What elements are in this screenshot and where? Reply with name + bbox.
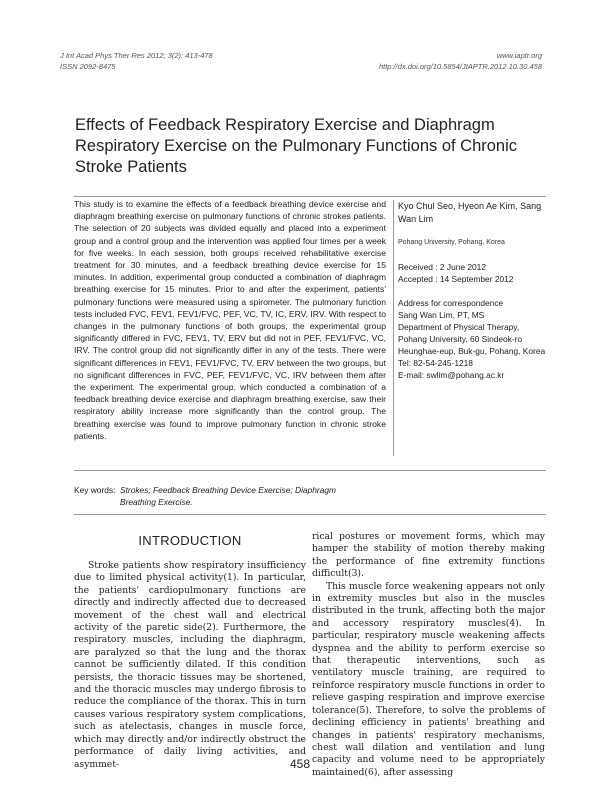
authors: Kyo Chul Seo, Hyeon Ae Kim, Sang Wan Lim <box>398 201 542 224</box>
journal-citation: J Int Acad Phys Ther Res 2012; 3(2): 413-478 <box>60 51 213 60</box>
abstract: This study is to examine the effects of a feedback breathing device exercise and diaphragm breathing exercise on pulmonary functions of chronic strokes patients. The selection of 20 subjects was divided equally and placed into a experiment group and a control group and the intervention was applied four times per a week for five weeks. In each session, both groups received rehabilitative exercise treatment for 30 minutes, and a feedback breathing device exercise for 15 minutes. In addition, experimental group conducted a combination of diaphragm breathing exercise for 15 minutes. Prior to and after the experiment, patients' pulmonary functions were measured using a spirometer. The pulmonary function tests included FVC, FEV1, FEV1/FVC, PEF, VC, TV, IC, ERV, IRV. With respect to changes in the pulmonary functions of both groups, the experimental group significantly differed in FVC, FEV1, TV, ERV but did not in PEF, FEV1/FVC, VC, IRV. The control group did not significantly differ in any of the tests. There were significant differences in FEV1, FEV1/FVC, TV, ERV between the two groups, but no significant differences in FVC, PEF, FEV1/FVC, VC, IRV between them after the experiment. The experimental group, which conducted a combination of a feedback breathing device exercise and diaphragm breathing exercise, saw their respiratory ability increase more significantly than the control group. The breathing exercise was found to improve pulmonary function in chronic stroke patients. <box>74 199 386 441</box>
top-divider <box>74 196 546 197</box>
keywords-divider <box>74 514 546 515</box>
page-number: 458 <box>289 757 311 771</box>
intro-left-column: Stroke patients show respiratory insufficiency due to limited physical activity(1). In particular, the patients' cardiopulmonary functions are directly and indirectly affected due to decreased movement of the chest wall and electrical activity of the paretic side(2). Furthermore, the respiratory muscles, including the diaphragm, are paralyzed so that the lung and the thorax cannot be sufficiently dilated. If this condition persists, the thoracic tissues may be shortened, and the thoracic muscles may undergo fibrosis to reduce the compliance of the thorax. This in turn causes various respiratory system complications, such as atelectasis, changes in muscle force, which may directly and/or indirectly obstruct the performance of daily living activities, and asymmet- <box>74 560 306 770</box>
column-divider <box>393 200 394 456</box>
doi-link[interactable]: http://dx.doi.org/10.5854/JIAPTR.2012.10.30.458 <box>378 62 542 71</box>
intro-right-column <box>312 531 545 779</box>
corr-email[interactable]: E-mail: swlim@pohang.ac.kr <box>398 370 505 380</box>
abstract-bottom-divider <box>74 470 546 471</box>
section-heading: INTRODUCTION <box>138 533 242 548</box>
intro-right-para-2: This muscle force weakening appears not only in extremity muscles but also in the muscles distributed in the trunk, affecting both the major and accessory respiratory muscles(4). In particular, respiratory muscle weakening affects dyspnea and the ability to perform exercise so that therapeutic interventions, such as ventilatory muscle training, are required to reinforce respiratory muscle functions in order to relieve gasping respiration and improve exercise tolerance(5). Therefore, to solve the problems of declining efficiency in patients' breathing and changes in patients' respiratory mechanisms, chest wall dilation and ventilation and lung capacity and volume need to be appropriately maintained(6), after assessing <box>312 580 545 778</box>
website-link[interactable]: www.iaptr.org <box>496 51 542 60</box>
article-info <box>398 200 546 381</box>
journal-links <box>379 50 542 72</box>
affiliation: Pohang University, Pohang, Korea <box>398 239 505 246</box>
journal-header <box>60 50 213 72</box>
corr-tel: Tel: 82-54-245-1218 <box>398 358 473 368</box>
received-date: Received : 2 June 2012 <box>398 262 486 272</box>
correspondence-label: Address for correspondence <box>398 298 504 308</box>
keywords-value: Strokes; Feedback Breathing Device Exercise; Diaphragm Breathing Exercise. <box>120 485 336 507</box>
keywords-label: Key words: <box>74 485 116 495</box>
corr-name: Sang Wan Lim, PT, MS <box>398 310 485 320</box>
issn: ISSN 2092-8475 <box>60 62 116 71</box>
article-title: Effects of Feedback Respiratory Exercise and Diaphragm Respiratory Exercise on the Pulmonary Functions of Chronic Stroke Patients <box>75 116 518 176</box>
intro-right-para-1: rical postures or movement forms, which may hamper the stability of motion thereby making the performance of fine extremity functions difficult(3). <box>312 531 545 580</box>
keywords <box>74 484 364 508</box>
accepted-date: Accepted : 14 September 2012 <box>398 274 514 284</box>
corr-dept: Department of Physical Therapy, Pohang University, 60 Sindeok-ro Heunghae-eup, Buk-gu, Pohang, Korea <box>398 322 546 356</box>
